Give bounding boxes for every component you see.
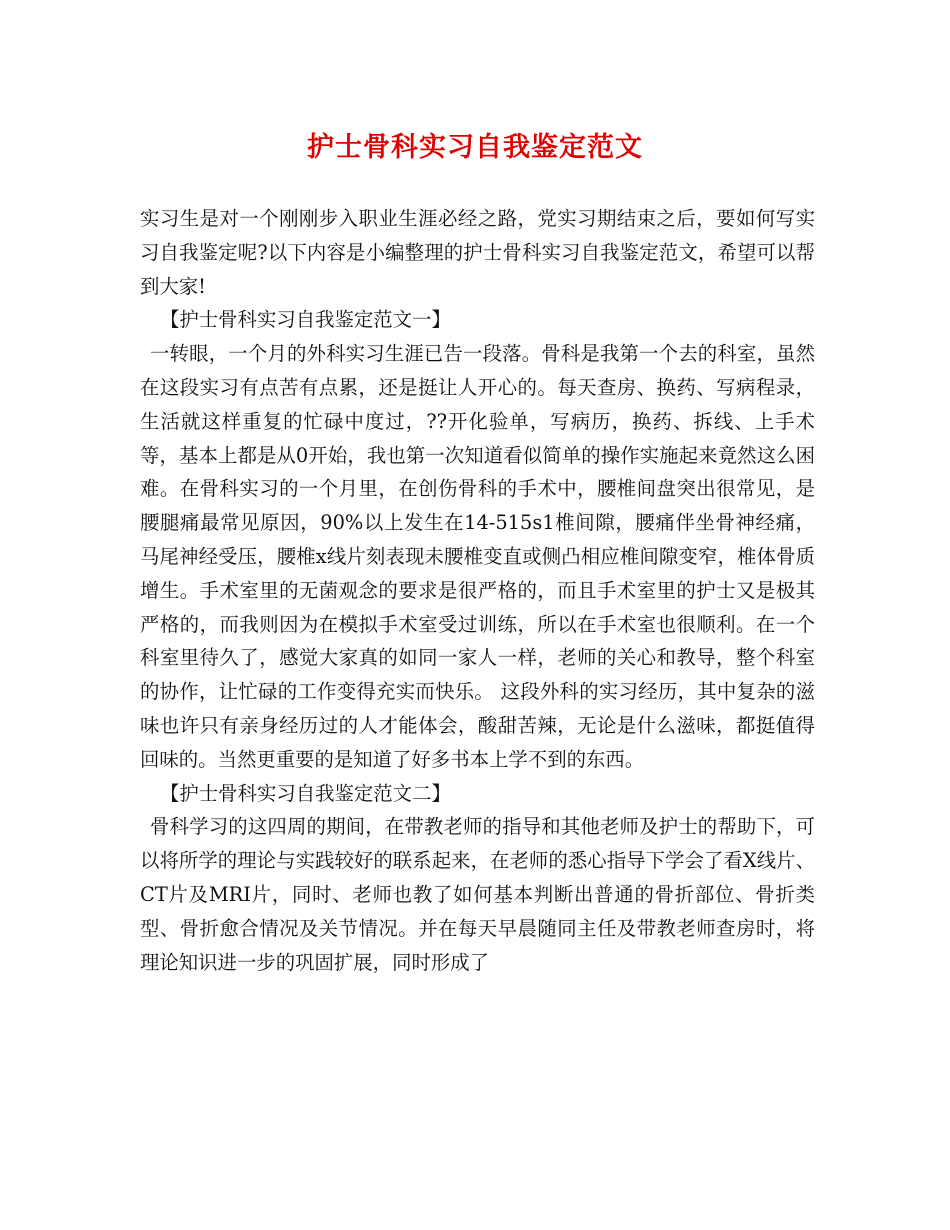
- document-body: [140, 202, 815, 979]
- section1-heading: 【护士骨科实习自我鉴定范文一】: [160, 308, 451, 332]
- section2-paragraph: 骨科学习的这四周的期间，在带教老师的指导和其他老师及护士的帮助下，可以将所学的理论与实践较好的联系起来，在老师的悉心指导下学会了看X线片、CT片及MRI片，同时、老师也教了如何基本判断出普通的骨折部位、骨折类型、骨折愈合情况及关节情况。并在每天早晨随同主任及带教老师查房时，将理论知识进一步的巩固扩展，同时形成了: [140, 815, 815, 974]
- section2-heading: 【护士骨科实习自我鉴定范文二】: [160, 781, 451, 805]
- section1-paragraph: 一转眼，一个月的外科实习生涯已告一段落。骨科是我第一个去的科室，虽然在这段实习有点苦有点累，还是挺让人开心的。每天查房、换药、写病程录，生活就这样重复的忙碌中度过，??开化验单，写病历，换药、拆线、上手术等，基本上都是从0开始，我也第一次知道看似简单的操作实施起来竟然这么困难。在骨科实习的一个月里，在创伤骨科的手术中，腰椎间盘突出很常见，是腰腿痛最常见原因，90%以上发生在14-515s1椎间隙，腰痛伴坐骨神经痛，马尾神经受压，腰椎x线片刻表现未腰椎变直或侧凸相应椎间隙变窄，椎体骨质增生。手术室里的无菌观念的要求是很严格的，而且手术室里的护士又是极其严格的，而我则因为在模拟手术室受过训练，所以在手术室也很顺利。在一个科室里待久了，感觉大家真的如同一家人一样，老师的关心和教导，整个科室的协作，让忙碌的工作变得充实而快乐。 这段外科的实习经历，其中复杂的滋味也许只有亲身经历过的人才能体会，酸甜苦辣，无论是什么滋味，都挺值得回味的。当然更重要的是知道了好多书本上学不到的东西。: [140, 342, 815, 771]
- document-title: 护士骨科实习自我鉴定范文: [307, 132, 643, 163]
- intro-paragraph: 实习生是对一个刚刚步入职业生涯必经之路，党实习期结束之后，要如何写实习自我鉴定呢?以下内容是小编整理的护士骨科实习自我鉴定范文，希望可以帮到大家!: [140, 207, 815, 298]
